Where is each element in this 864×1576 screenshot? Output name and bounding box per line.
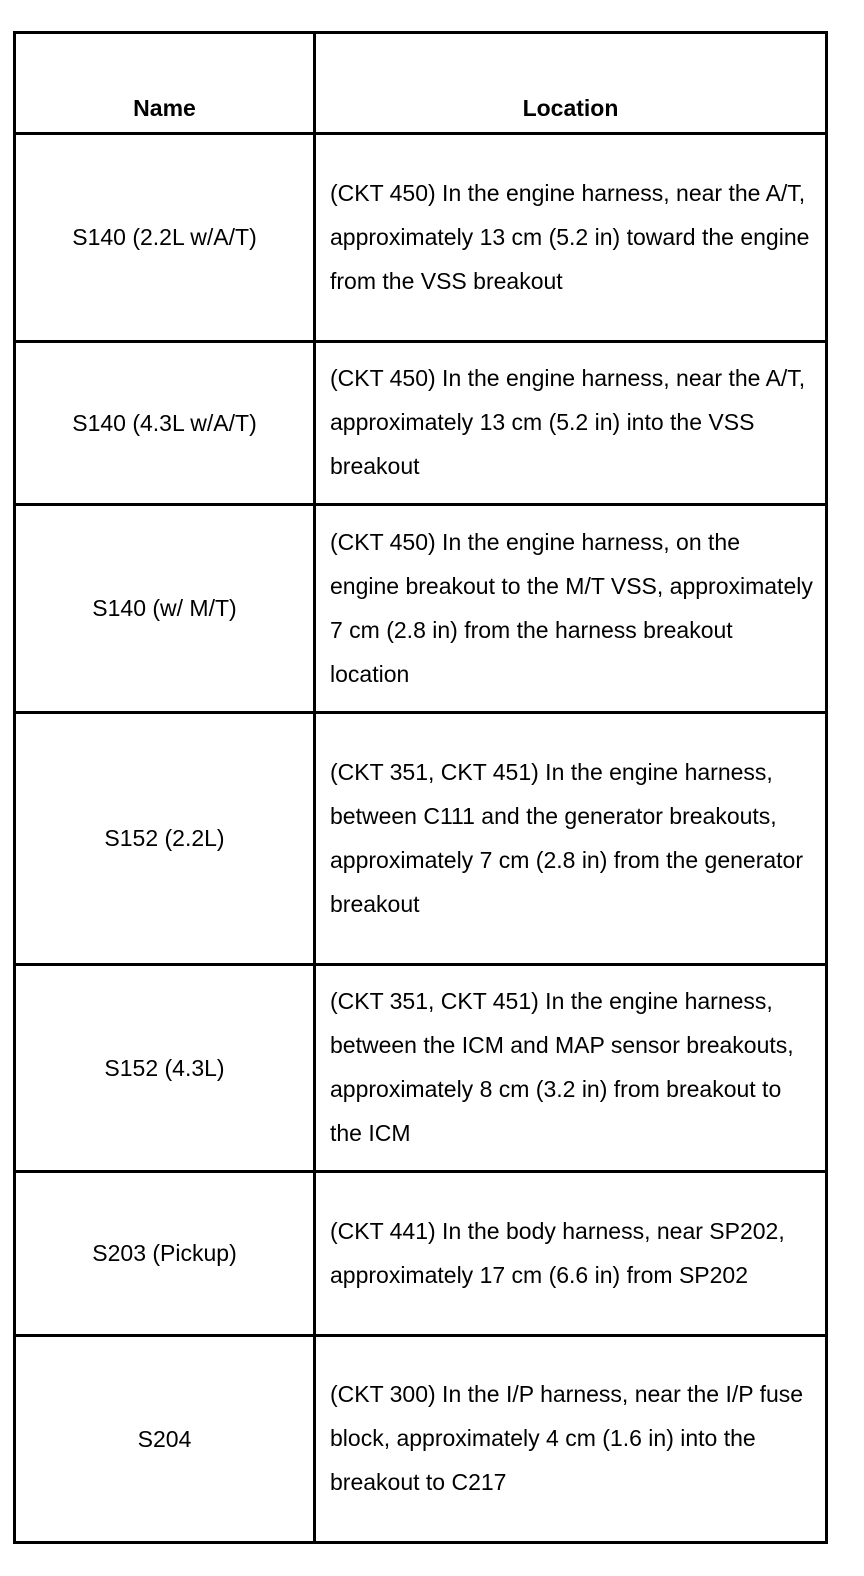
splice-name-cell: S203 (Pickup) — [15, 1172, 315, 1336]
table-row — [15, 342, 827, 505]
splice-name-cell: S152 (2.2L) — [15, 713, 315, 965]
splice-name-cell: S152 (4.3L) — [15, 965, 315, 1172]
header-row — [15, 33, 827, 134]
splice-location-cell: (CKT 450) In the engine harness, near the A/T, approximately 13 cm (5.2 in) into the VSS breakout — [315, 342, 827, 505]
splice-location-cell: (CKT 450) In the engine harness, on the engine breakout to the M/T VSS, approximately 7 cm (2.8 in) from the harness breakout location — [315, 505, 827, 713]
splice-location-cell: (CKT 300) In the I/P harness, near the I/P fuse block, approximately 4 cm (1.6 in) into the breakout to C217 — [315, 1336, 827, 1543]
splice-location-table — [13, 31, 828, 1544]
table-row — [15, 134, 827, 342]
table-row — [15, 965, 827, 1172]
location-column-header: Location — [315, 33, 827, 134]
splice-name-cell: S140 (2.2L w/A/T) — [15, 134, 315, 342]
table-row — [15, 713, 827, 965]
splice-location-cell: (CKT 351, CKT 451) In the engine harness, between the ICM and MAP sensor breakouts, approximately 8 cm (3.2 in) from breakout to the ICM — [315, 965, 827, 1172]
splice-name-cell: S204 — [15, 1336, 315, 1543]
name-column-header: Name — [15, 33, 315, 134]
splice-name-cell: S140 (w/ M/T) — [15, 505, 315, 713]
splice-name-cell: S140 (4.3L w/A/T) — [15, 342, 315, 505]
splice-location-cell: (CKT 351, CKT 451) In the engine harness, between C111 and the generator breakouts, approximately 7 cm (2.8 in) from the generator breakout — [315, 713, 827, 965]
table-row — [15, 1336, 827, 1543]
splice-location-cell: (CKT 450) In the engine harness, near the A/T, approximately 13 cm (5.2 in) toward the engine from the VSS breakout — [315, 134, 827, 342]
table-row — [15, 1172, 827, 1336]
splice-location-cell: (CKT 441) In the body harness, near SP202, approximately 17 cm (6.6 in) from SP202 — [315, 1172, 827, 1336]
table-row — [15, 505, 827, 713]
